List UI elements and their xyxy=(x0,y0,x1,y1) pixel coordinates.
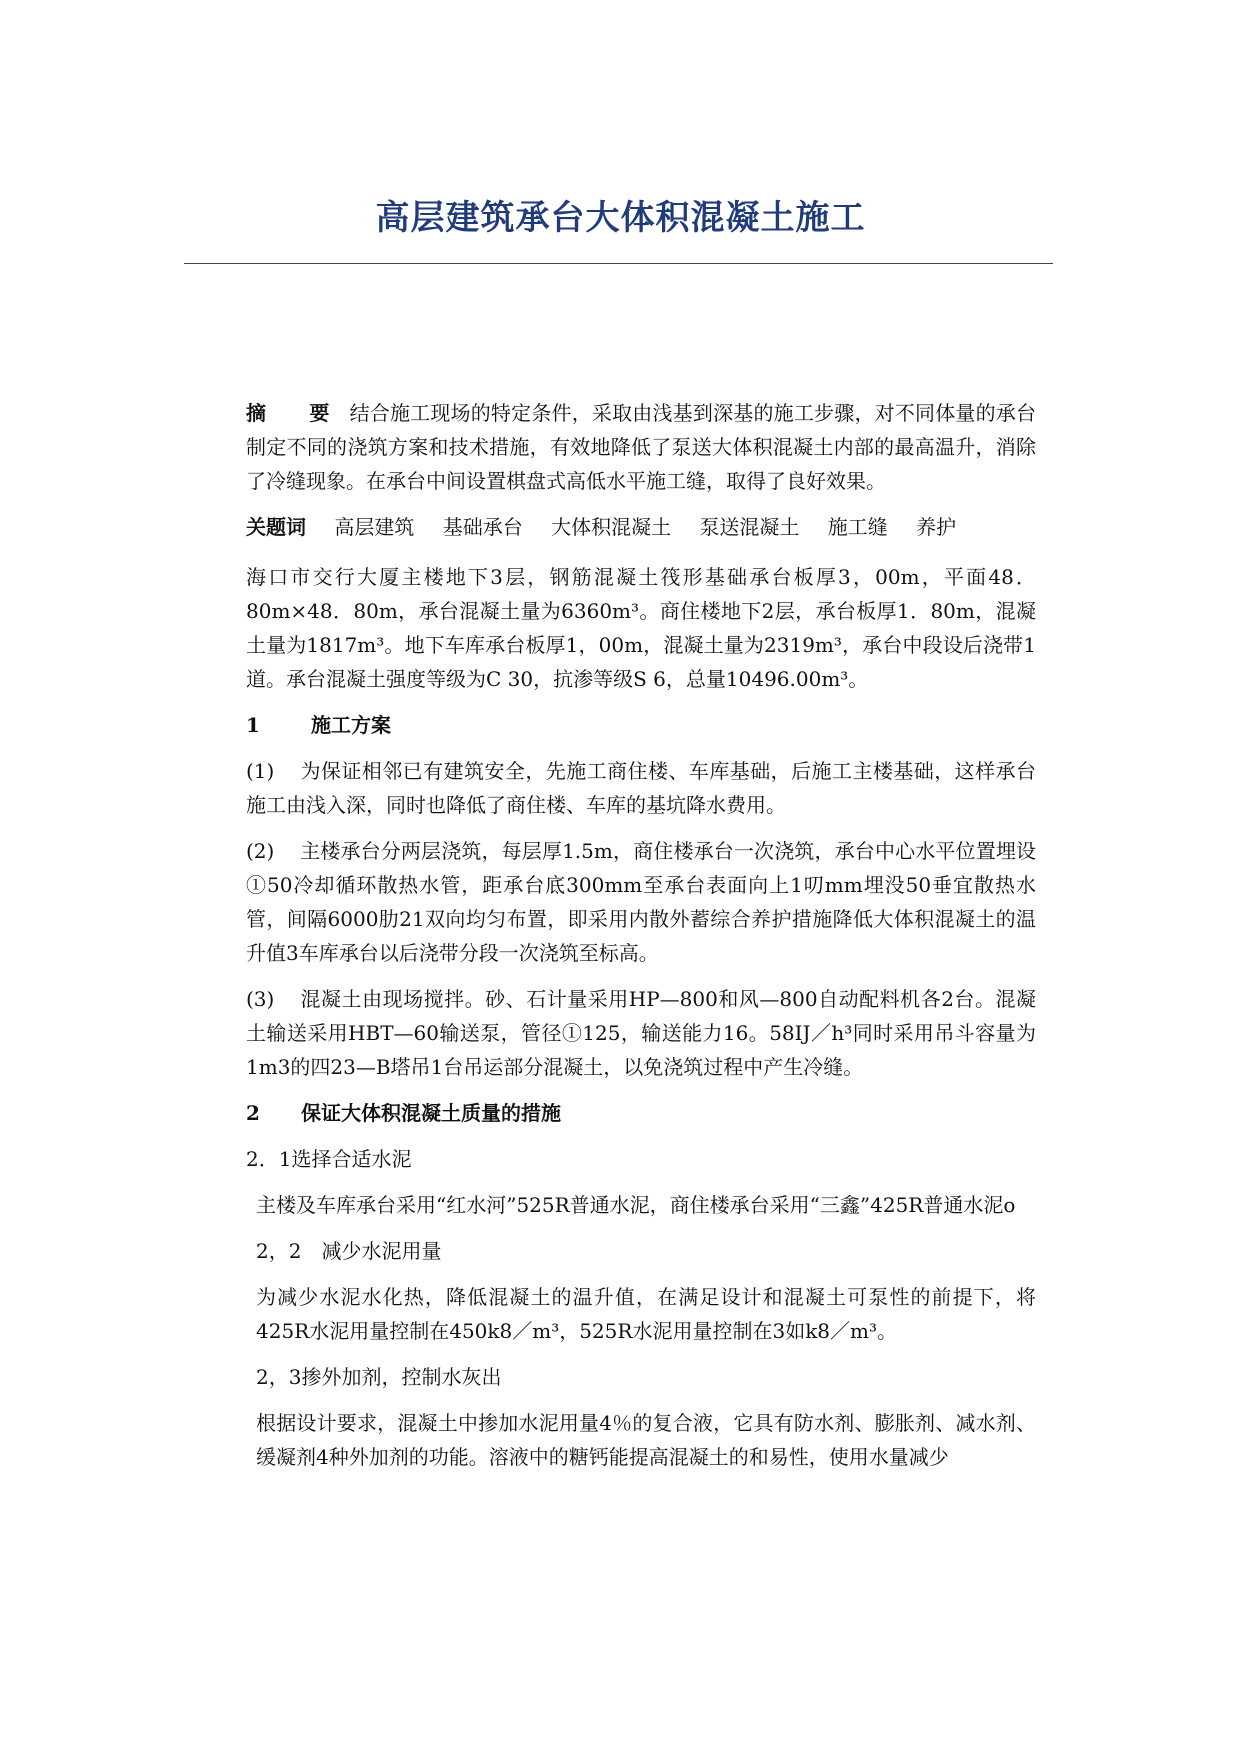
item-number: (1) xyxy=(246,759,275,783)
page-title: 高层建筑承台大体积混凝土施工 xyxy=(375,198,866,238)
list-item xyxy=(246,754,1036,822)
intro-paragraph: 海口市交行大厦主楼地下3层，钢筋混凝土筏形基础承台板厚3，00m，平面48．80m×48．80m，承台混凝土量为6360m³。商住楼地下2层，承台板厚1．80m，混凝土量为1817m³。地下车库承台板厚1，00m，混凝土量为2319m³，承台中段设后浇带1道。承台混凝土强度等级为C 30，抗渗等级S 6，总量10496.00m³。 xyxy=(246,565,1036,691)
section-number: 2 xyxy=(246,1101,260,1125)
subsection-paragraph: 为减少水泥水化热，降低混凝土的温升值，在满足设计和混凝土可泵性的前提下，将425R水泥用量控制在450k8／m³，525R水泥用量控制在3如k8／m³。 xyxy=(256,1285,1036,1343)
list-item xyxy=(246,982,1036,1084)
document-body xyxy=(246,396,1036,1486)
subsection-paragraph: 主楼及车库承台采用“红水河”525R普通水泥，商住楼承台采用“三鑫”425R普通水泥o xyxy=(256,1193,1016,1217)
section-title: 保证大体积混凝土质量的措施 xyxy=(301,1101,561,1125)
subsection-heading: 2，3掺外加剂，控制水灰出 xyxy=(256,1365,502,1389)
keyword: 高层建筑 xyxy=(334,515,415,539)
subsection-heading: 2，2 减少水泥用量 xyxy=(256,1239,442,1263)
abstract-paragraph xyxy=(246,396,1036,498)
subsection-paragraph: 根据设计要求，混凝土中掺加水泥用量4％的复合液，它具有防水剂、膨胀剂、减水剂、缓凝剂4种外加剂的功能。溶液中的糖钙能提高混凝土的和易性，使用水量减少 xyxy=(256,1411,1036,1469)
item-text: 主楼承台分两层浇筑，每层厚1.5m，商住楼承台一次浇筑，承台中心水平位置埋设①50冷却循环散热水管，距承台底300mm至承台表面向上1叨mm埋没50垂宜散热水管，间隔6000肋21双向均匀布置，即采用内散外蓄综合养护措施降低大体积混凝土的温升值3车库承台以后浇带分段一次浇筑至标高。 xyxy=(246,839,1036,965)
item-number: (3) xyxy=(246,987,275,1011)
item-number: (2) xyxy=(246,839,275,863)
list-item xyxy=(246,834,1036,970)
keyword: 大体积混凝土 xyxy=(551,515,672,539)
keyword: 泵送混凝土 xyxy=(699,515,800,539)
abstract-label: 摘 要 xyxy=(246,401,348,425)
section-number: 1 xyxy=(246,713,260,737)
item-text: 混凝土由现场搅拌。砂、石计量采用HP—800和风—800自动配料机各2台。混凝土输送采用HBT—60输送泵，管径①125，输送能力16。58IJ／h³同时采用吊斗容量为1m3的四23—B塔吊1台吊运部分混凝土，以免浇筑过程中产生冷缝。 xyxy=(246,987,1036,1079)
title-divider xyxy=(184,263,1053,264)
section-title: 施工方案 xyxy=(311,713,391,737)
abstract-text: 结合施工现场的特定条件，采取由浅基到深基的施工步骤，对不同体量的承台制定不同的浇筑方案和技术措施，有效地降低了泵送大体积混凝土内部的最高温升，消除了冷缝现象。在承台中间设置棋盘式高低水平施工缝，取得了良好效果。 xyxy=(246,401,1037,493)
section-heading xyxy=(246,1096,1036,1130)
item-text: 为保证相邻已有建筑安全，先施工商住楼、车库基础，后施工主楼基础，这样承台施工由浅入深，同时也降低了商住楼、车库的基坑降水费用。 xyxy=(246,759,1036,817)
section-heading xyxy=(246,708,1036,742)
keywords-paragraph xyxy=(246,510,1036,544)
subsection-heading: 2．1选择合适水泥 xyxy=(246,1147,412,1171)
keyword: 基础承台 xyxy=(442,515,523,539)
keywords-label: 关题词 xyxy=(246,515,306,539)
keyword: 施工缝 xyxy=(827,515,888,539)
keyword: 养护 xyxy=(916,515,957,539)
